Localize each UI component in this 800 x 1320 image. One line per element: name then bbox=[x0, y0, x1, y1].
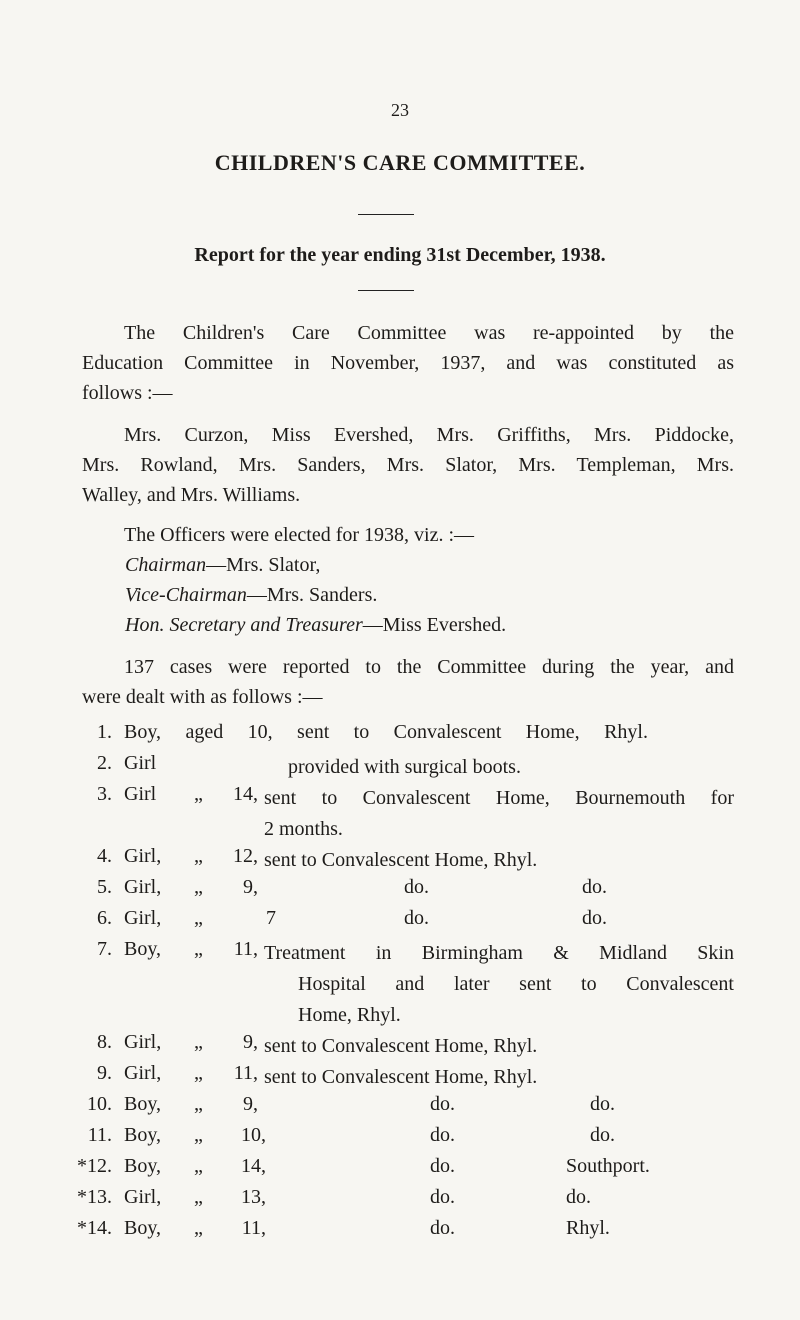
intro-paragraph bbox=[82, 318, 734, 408]
cases-intro-line: were dealt with as follows :— bbox=[82, 686, 323, 708]
intro-line: follows :— bbox=[82, 382, 173, 404]
case-number: 9. bbox=[97, 1062, 112, 1084]
case-number: 11. bbox=[87, 1124, 112, 1146]
ditto-do: do. bbox=[566, 1186, 591, 1208]
case-who: Girl, bbox=[124, 1062, 162, 1084]
case-who: Girl bbox=[124, 752, 157, 774]
list-item bbox=[0, 876, 800, 907]
officer-secretary bbox=[125, 610, 506, 640]
list-item bbox=[0, 783, 800, 845]
case-description-line: Home, Rhyl. bbox=[298, 1004, 401, 1026]
list-item bbox=[0, 1031, 800, 1062]
case-who: Boy, bbox=[124, 1124, 162, 1146]
case-number: 10. bbox=[87, 1093, 112, 1115]
case-age: 11, bbox=[241, 1217, 266, 1239]
officer-chairman bbox=[125, 550, 320, 580]
case-age: 14, bbox=[241, 1155, 266, 1177]
ditto-mark: „ bbox=[194, 1093, 203, 1115]
ditto-do: do. bbox=[404, 907, 429, 929]
ditto-mark: „ bbox=[194, 1186, 203, 1208]
case-number: *13. bbox=[77, 1186, 112, 1208]
ditto-mark: „ bbox=[194, 938, 203, 960]
ditto-do: do. bbox=[590, 1093, 615, 1115]
members-line: Mrs. Rowland, Mrs. Sanders, Mrs. Slator, Mrs. Templeman, Mrs. bbox=[82, 454, 734, 476]
members-line: Mrs. Curzon, Miss Evershed, Mrs. Griffiths, Mrs. Piddocke, bbox=[124, 424, 734, 446]
case-age: 13, bbox=[241, 1186, 266, 1208]
list-item bbox=[0, 1062, 800, 1093]
list-item bbox=[0, 721, 800, 752]
case-description: provided with surgical boots. bbox=[288, 756, 521, 778]
intro-line: The Children's Care Committee was re-appointed by the bbox=[124, 322, 734, 344]
ditto-mark: „ bbox=[194, 783, 203, 805]
case-age: 10, bbox=[241, 1124, 266, 1146]
case-age: 12, bbox=[233, 845, 258, 867]
case-who: Boy, bbox=[124, 1155, 162, 1177]
report-subtitle: Report for the year ending 31st December, 1938. bbox=[194, 244, 606, 266]
case-number: 2. bbox=[97, 752, 112, 774]
case-age: 11, bbox=[233, 1062, 258, 1084]
case-who: Boy, bbox=[124, 1217, 162, 1239]
case-description bbox=[258, 783, 734, 845]
case-number: 1. bbox=[97, 721, 112, 743]
ditto-do: do. bbox=[430, 1217, 455, 1239]
case-age: 9, bbox=[243, 1031, 258, 1053]
case-age: 11, bbox=[233, 938, 258, 960]
case-number: 7. bbox=[97, 938, 112, 960]
case-who: Girl, bbox=[124, 876, 162, 898]
case-number: 3. bbox=[97, 783, 112, 805]
case-age: 9, bbox=[243, 1093, 258, 1115]
officer-name: —Miss Evershed. bbox=[362, 614, 507, 636]
members-line: Walley, and Mrs. Williams. bbox=[82, 484, 301, 506]
ditto-do: Southport. bbox=[566, 1155, 650, 1177]
divider-rule bbox=[358, 290, 414, 291]
case-number: 4. bbox=[97, 845, 112, 867]
officer-role: Vice-Chairman bbox=[125, 584, 247, 606]
ditto-mark: „ bbox=[194, 1124, 203, 1146]
cases-intro-line: 137 cases were reported to the Committee during the year, and bbox=[124, 656, 734, 678]
officer-role: Chairman bbox=[125, 554, 207, 576]
case-text: Boy, aged 10, sent to Convalescent Home, Rhyl. bbox=[124, 721, 648, 743]
ditto-do: do. bbox=[430, 1124, 455, 1146]
case-age: 14, bbox=[233, 783, 258, 805]
case-who: Girl, bbox=[124, 1031, 162, 1053]
members-paragraph bbox=[82, 420, 734, 510]
officer-name: —Mrs. Sanders. bbox=[246, 584, 378, 606]
ditto-do: do. bbox=[404, 876, 429, 898]
ditto-mark: „ bbox=[194, 1155, 203, 1177]
cases-list bbox=[0, 721, 800, 1248]
ditto-do: do. bbox=[582, 876, 607, 898]
ditto-do: do. bbox=[430, 1186, 455, 1208]
case-number: 6. bbox=[97, 907, 112, 929]
ditto-mark: „ bbox=[194, 876, 203, 898]
intro-line: Education Committee in November, 1937, and was constituted as bbox=[82, 352, 734, 374]
case-number: *14. bbox=[77, 1217, 112, 1239]
ditto-mark: „ bbox=[194, 1217, 203, 1239]
case-description: sent to Convalescent Home, Rhyl. bbox=[264, 849, 538, 871]
case-who: Girl, bbox=[124, 1186, 162, 1208]
case-description-line: Hospital and later sent to Convalescent bbox=[298, 973, 734, 995]
page-number: 23 bbox=[391, 100, 409, 120]
case-who: Girl, bbox=[124, 845, 162, 867]
cases-intro-paragraph bbox=[82, 652, 734, 712]
list-item bbox=[0, 752, 800, 783]
officers-intro: The Officers were elected for 1938, viz. :— bbox=[124, 524, 475, 546]
case-description: sent to Convalescent Home, Rhyl. bbox=[264, 1066, 538, 1088]
case-number: 8. bbox=[97, 1031, 112, 1053]
ditto-mark: „ bbox=[194, 907, 203, 929]
officer-name: —Mrs. Slator, bbox=[206, 554, 321, 576]
officer-role: Hon. Secretary and Treasurer bbox=[125, 614, 363, 636]
list-item bbox=[0, 1124, 800, 1155]
list-item bbox=[0, 1186, 800, 1217]
list-item bbox=[0, 1217, 800, 1248]
ditto-mark: „ bbox=[194, 845, 203, 867]
ditto-mark: „ bbox=[194, 1031, 203, 1053]
list-item bbox=[0, 845, 800, 876]
ditto-do: Rhyl. bbox=[566, 1217, 610, 1239]
case-who: Girl, bbox=[124, 907, 162, 929]
list-item bbox=[0, 1093, 800, 1124]
list-item bbox=[0, 907, 800, 938]
case-age: 7 bbox=[266, 907, 276, 929]
case-who: Boy, bbox=[124, 938, 162, 960]
case-description bbox=[258, 938, 734, 1031]
divider-rule bbox=[358, 214, 414, 215]
case-age: 9, bbox=[243, 876, 258, 898]
case-number: *12. bbox=[77, 1155, 112, 1177]
case-description-line: sent to Convalescent Home, Bournemouth for bbox=[264, 787, 734, 809]
list-item bbox=[0, 1155, 800, 1186]
case-who: Boy, bbox=[124, 1093, 162, 1115]
case-description: sent to Convalescent Home, Rhyl. bbox=[264, 1035, 538, 1057]
case-number: 5. bbox=[97, 876, 112, 898]
officer-vice-chairman bbox=[125, 580, 377, 610]
case-who: Girl bbox=[124, 783, 157, 805]
case-description-line: Treatment in Birmingham & Midland Skin bbox=[264, 942, 734, 964]
page-title: CHILDREN'S CARE COMMITTEE. bbox=[214, 150, 586, 175]
ditto-do: do. bbox=[582, 907, 607, 929]
list-item bbox=[0, 938, 800, 1031]
ditto-do: do. bbox=[430, 1155, 455, 1177]
ditto-do: do. bbox=[430, 1093, 455, 1115]
case-description-line: 2 months. bbox=[264, 818, 343, 840]
ditto-mark: „ bbox=[194, 1062, 203, 1084]
ditto-do: do. bbox=[590, 1124, 615, 1146]
